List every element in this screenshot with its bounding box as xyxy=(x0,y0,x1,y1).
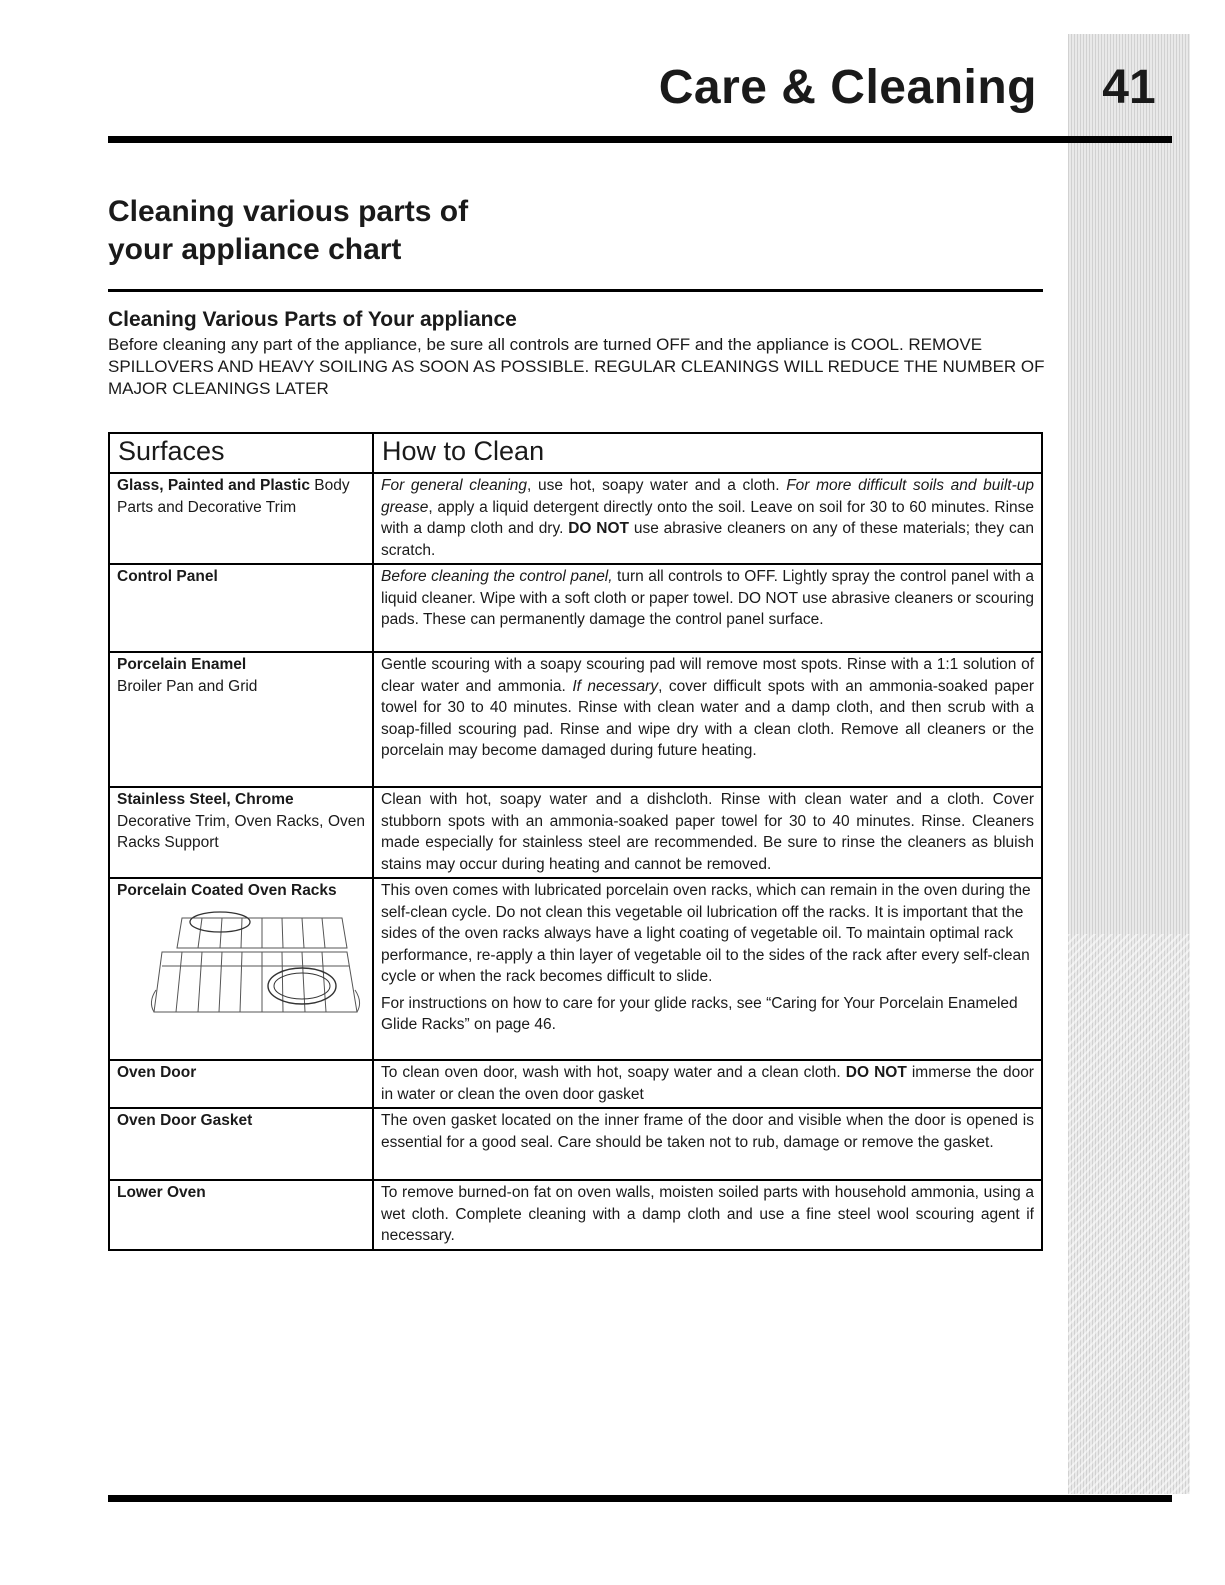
surface-cell xyxy=(109,1108,373,1180)
section-rule xyxy=(108,289,1043,292)
surface-name: Porcelain Enamel xyxy=(117,656,247,673)
table-row xyxy=(109,564,1042,652)
table-row xyxy=(109,652,1042,787)
warning-text: DO NOT xyxy=(568,520,630,537)
emphasis-text: Before cleaning the control panel, xyxy=(381,568,613,585)
surface-name: Lower Oven xyxy=(117,1184,206,1201)
surface-cell xyxy=(109,473,373,564)
how-to-clean-cell xyxy=(373,473,1042,564)
emphasis-text: If necessary xyxy=(572,677,659,695)
surface-detail: Decorative Trim, Oven Racks, Oven Racks Support xyxy=(117,812,365,851)
instruction-text: The oven gasket located on the inner frame of the door and visible when the door is opened is essential for a good seal. Care should be taken not to rub, damage or remove the gasket. xyxy=(381,1112,1034,1151)
surface-cell xyxy=(109,787,373,878)
instruction-text: This oven comes with lubricated porcelain oven racks, which can remain in the oven during the self-clean cycle. Do not clean this vegetable oil lubrication off the racks. It is important that the sides of the oven racks always have a light coating of vegetable oil. To maintain optimal rack performance, re-apply a thin layer of vegetable oil to the sides of the rack after every self-clean cycle or when the rack becomes difficult to slide. xyxy=(381,882,1031,985)
instruction-text: For instructions on how to care for your glide racks, see “Caring for Your Porcelain Enameled Glide Racks” on page 46. xyxy=(381,994,1018,1033)
instruction-text: To remove burned-on fat on oven walls, moisten soiled parts with household ammonia, using a wet cloth. Complete cleaning with a damp cloth and use a fine steel wool scouring agent if necessary. xyxy=(381,1184,1034,1244)
oven-rack-illustration xyxy=(142,908,362,1020)
section-title-line-1: Cleaning various parts of xyxy=(108,195,469,228)
warning-text: DO NOT xyxy=(845,1064,907,1081)
subheading: Cleaning Various Parts of Your appliance xyxy=(108,308,517,331)
instruction-text: immerse the door in water or clean the oven door gasket xyxy=(381,1064,1034,1103)
surface-name: Porcelain Coated Oven Racks xyxy=(117,882,337,899)
table-row xyxy=(109,1180,1042,1250)
header-rule xyxy=(108,136,1172,143)
section-title-line-2: your appliance chart xyxy=(108,233,402,266)
section-title xyxy=(108,193,708,269)
how-to-clean-cell xyxy=(373,787,1042,878)
page-header-title: Care & Cleaning xyxy=(658,61,1037,114)
table-row xyxy=(109,878,1042,1060)
table-row xyxy=(109,1060,1042,1108)
instruction-text: , use hot, soapy water and a cloth. xyxy=(527,477,787,494)
instruction-text: Clean with hot, soapy water and a dishcloth. Rinse with clean water and a cloth. Cover stubborn spots with an ammonia-soaked paper towel for 30 to 40 minutes. Rinse. Cleaners made especially for stainless steel are recommended. Be sure to rinse the cleaners as bluish stains may occur during heating and cannot be removed. xyxy=(381,791,1034,873)
surface-name: Stainless Steel, Chrome xyxy=(117,791,294,808)
page-number: 41 xyxy=(1102,61,1156,114)
how-to-clean-header: How to Clean xyxy=(373,433,1042,473)
table-header-row xyxy=(109,433,1042,473)
cleaning-chart-table xyxy=(108,432,1043,1251)
instruction-text: Gentle scouring with a soapy scouring pad will remove most spots. Rinse with a 1:1 solution of clear water and ammonia. xyxy=(381,656,1034,695)
instruction-text: use abrasive cleaners on any of these materials; they can scratch. xyxy=(381,520,1034,559)
surface-cell xyxy=(109,878,373,1060)
surface-detail: Body Parts and Decorative Trim xyxy=(117,477,350,516)
emphasis-text: For general cleaning xyxy=(381,477,528,494)
table-row xyxy=(109,787,1042,878)
how-to-clean-cell xyxy=(373,1108,1042,1180)
footer-rule xyxy=(108,1495,1172,1502)
surfaces-header: Surfaces xyxy=(109,433,373,473)
how-to-clean-cell xyxy=(373,878,1042,1060)
how-to-clean-cell xyxy=(373,652,1042,787)
instruction-text: To clean oven door, wash with hot, soapy water and a clean cloth. xyxy=(381,1064,846,1081)
side-tab-strip xyxy=(1068,34,1190,1494)
intro-paragraph: Before cleaning any part of the appliance, be sure all controls are turned OFF and the appliance is COOL. REMOVE SPILLOVERS AND HEAVY SOILING AS SOON AS POSSIBLE. REGULAR CLEANINGS WILL REDUCE THE NUMBER OF MAJOR CLEANINGS LATER xyxy=(108,335,1045,398)
how-to-clean-cell xyxy=(373,564,1042,652)
instruction-text: turn all controls to OFF. Lightly spray the control panel with a liquid cleaner. Wipe with a soft cloth or paper towel. DO NOT use abrasive cleaners or scouring pads. These can permanently damage the control panel surface. xyxy=(381,568,1034,628)
surface-detail: Broiler Pan and Grid xyxy=(117,677,258,695)
instruction-text: , cover difficult spots with an ammonia-soaked paper towel for 30 to 40 minutes. Rinse with clean water and a damp cloth, and then scrub with a soap-filled scouring pad. Rinse and wipe dry with a clean cloth. Remove all cleaners or the porcelain may become damaged during future heating. xyxy=(381,677,1035,759)
how-to-clean-cell xyxy=(373,1060,1042,1108)
surface-name: Glass, Painted and Plastic xyxy=(117,477,310,494)
surface-name: Oven Door xyxy=(117,1064,197,1081)
instruction-text: , apply a liquid detergent directly onto the soil. Leave on soil for 30 to 60 minutes. Rinse with a damp cloth and dry. xyxy=(381,498,1034,537)
how-to-clean-cell xyxy=(373,1180,1042,1250)
table-row xyxy=(109,473,1042,564)
surface-name: Oven Door Gasket xyxy=(117,1112,253,1129)
surface-cell xyxy=(109,652,373,787)
surface-cell xyxy=(109,1180,373,1250)
emphasis-text: For more difficult soils and built-up grease xyxy=(381,477,1034,516)
surface-cell xyxy=(109,1060,373,1108)
surface-cell xyxy=(109,564,373,652)
surface-name: Control Panel xyxy=(117,568,218,585)
table-row xyxy=(109,1108,1042,1180)
